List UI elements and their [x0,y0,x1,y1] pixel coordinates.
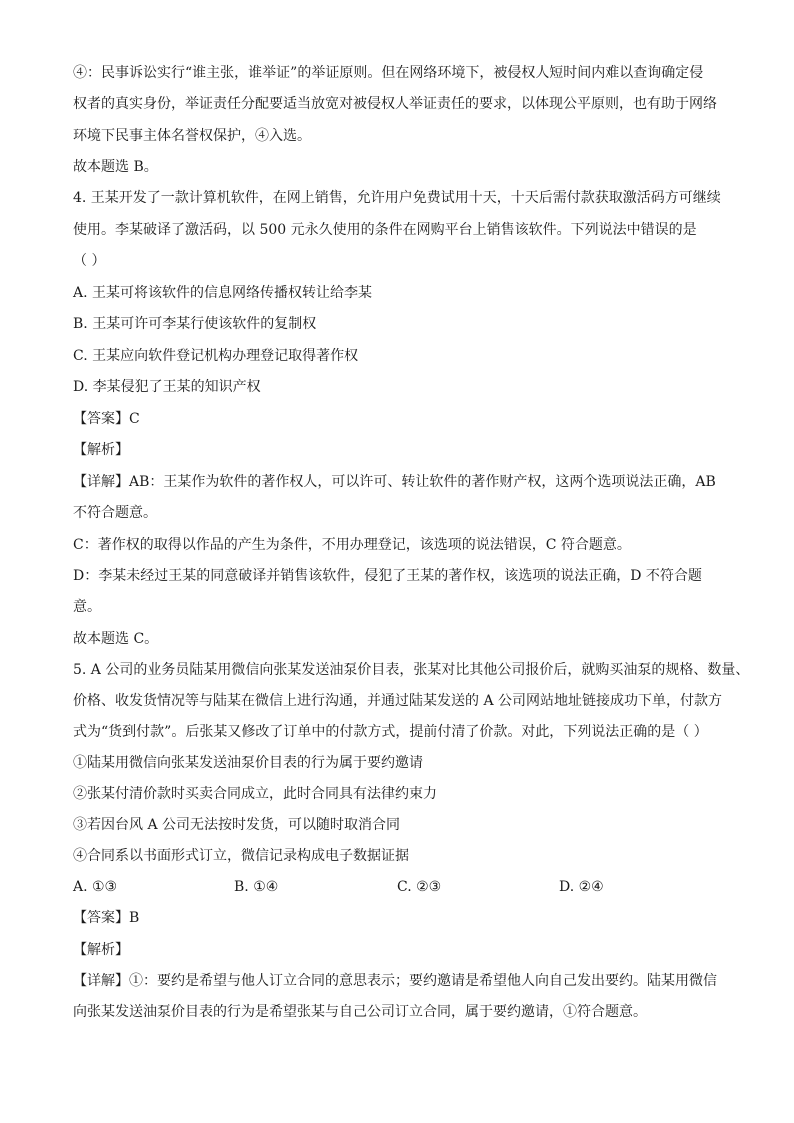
q4-analysis-line: 【详解】AB：王某作为软件的著作权人，可以许可、转让软件的著作财产权，这两个选项说法正确，AB [73,474,716,490]
q5-option-d: D. ②④ [559,879,604,895]
q4-analysis-line: D：李某未经过王某的同意破译并销售该软件，侵犯了王某的著作权，该选项的说法正确，D 不符合题 [73,568,702,584]
q5-option-a: A. ①③ [73,879,118,895]
q5-option-b: B. ①④ [234,879,279,895]
q5-stem-line: 价格、收发货情况等与陆某在微信上进行沟通，并通过陆某发送的 A 公司网站地址链接成功下单，付款方 [73,693,723,709]
q4-answer: 【答案】C [73,411,140,427]
q4-option-d: D. 李某侵犯了王某的知识产权 [73,379,261,395]
q4-option-c: C. 王某应向软件登记机构办理登记取得著作权 [73,348,359,364]
q4-analysis-label: 【解析】 [73,442,129,458]
q5-analysis-line: 【详解】①：要约是希望与他人订立合同的意思表示；要约邀请是希望他人向自己发出要约。陆某用微信 [73,973,717,989]
q4-analysis-line: 不符合题意。 [73,505,157,521]
prev-analysis-line: ④：民事诉讼实行“谁主张，谁举证”的举证原则。但在网络环境下，被侵权人短时间内难以查询确定侵 [73,65,704,81]
q5-item-3: ③若因台风 A 公司无法按时发货，可以随时取消合同 [73,817,401,833]
q4-option-a: A. 王某可将该软件的信息网络传播权转让给李某 [73,285,373,301]
q5-option-c: C. ②③ [397,879,442,895]
q5-answer: 【答案】B [73,910,140,926]
q5-analysis-line: 向张某发送油泵价目表的行为是希望张某与自己公司订立合同，属于要约邀请，①符合题意。 [73,1004,647,1020]
q5-item-1: ①陆某用微信向张某发送油泵价目表的行为属于要约邀请 [73,755,423,771]
q4-stem-line: 使用。李某破译了激活码，以 500 元永久使用的条件在网购平台上销售该软件。下列说法中错误的是 [73,222,697,238]
q4-conclusion: 故本题选 C。 [73,631,159,647]
prev-analysis-line: 环境下民事主体名誉权保护，④入选。 [73,128,311,144]
prev-conclusion: 故本题选 B。 [73,159,158,175]
q5-analysis-label: 【解析】 [73,942,129,958]
q5-stem-line: 5. A 公司的业务员陆某用微信向张某发送油泵价目表，张某对比其他公司报价后，就购买油泵的规格、数量、 [73,662,750,678]
q5-options-row [73,877,733,897]
q5-stem-line: 式为“货到付款”。后张某又修改了订单中的付款方式，提前付清了价款。对此，下列说法正确的是（ ） [73,724,708,740]
q4-option-b: B. 王某可许可李某行使该软件的复制权 [73,316,317,332]
q5-item-4: ④合同系以书面形式订立，微信记录构成电子数据证据 [73,848,409,864]
q4-analysis-line: C：著作权的取得以作品的产生为条件，不用办理登记，该选项的说法错误，C 符合题意。 [73,537,631,553]
q4-stem-blank: （ ） [73,253,106,269]
q5-item-2: ②张某付清价款时买卖合同成立，此时合同具有法律约束力 [73,786,437,802]
q4-stem-line: 4. 王某开发了一款计算机软件，在网上销售，允许用户免费试用十天，十天后需付款获取激活码方可继续 [73,190,721,206]
q4-analysis-line: 意。 [73,599,101,615]
prev-analysis-line: 权者的真实身份，举证责任分配要适当放宽对被侵权人举证责任的要求，以体现公平原则，也有助于网络 [73,96,717,112]
